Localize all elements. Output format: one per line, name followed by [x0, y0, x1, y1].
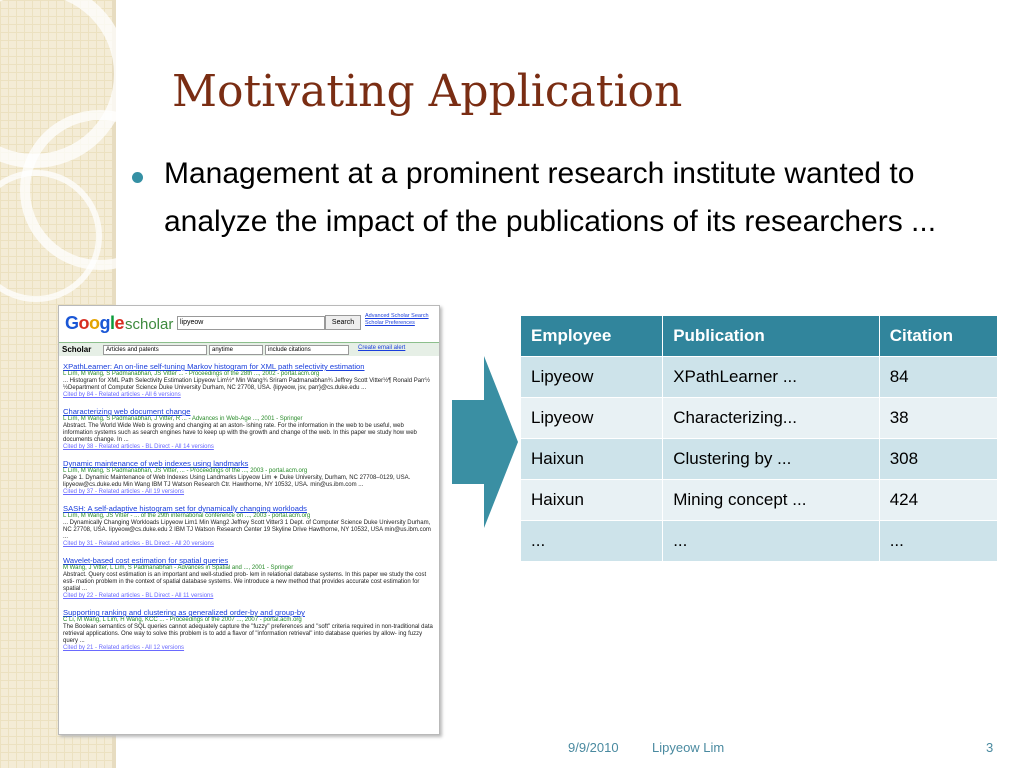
scholar-logo-text: scholar: [125, 316, 174, 333]
result-meta: L Lim, M Wang, S Padmanabhan, J Vitter, R ... - Advances in Web-Age ..., 2001 - Springer: [63, 416, 303, 422]
column-header-citation: Citation: [879, 316, 997, 357]
table-cell: Characterizing...: [663, 398, 880, 439]
google-scholar-screenshot: [58, 305, 440, 735]
column-header-publication: Publication: [663, 316, 880, 357]
google-logo: Google: [65, 313, 125, 333]
scholar-advanced-links: [365, 313, 429, 327]
search-result: [63, 407, 435, 451]
result-title-link[interactable]: Characterizing web document change: [63, 407, 191, 416]
table-cell: 424: [879, 480, 997, 521]
footer-author: Lipyeow Lim: [652, 740, 725, 755]
table-row: [521, 398, 998, 439]
table-cell: 84: [879, 357, 997, 398]
result-snippet: ... Dynamically Changing Workloads Lipyeow Lim1 Min Wang2 Jeffrey Scott Vitter3 1 Dept. of Computer Science Duke University Durham, NC 27708, USA. lipyeow@cs.duke.edu 2 IBM TJ Watson Research Center 19 Skyline Drive Hawthorne, NY 10532, USA min@us.ibm.com ...: [63, 520, 431, 540]
table-cell: ...: [879, 521, 997, 562]
preferences-link[interactable]: Scholar Preferences: [365, 320, 415, 326]
result-snippet: Abstract. Query cost estimation is an important and well-studied prob- lem in relational database systems. In this paper we study the cost esti- mation problem in the context of spatial database systems. We introduce a new method that provides accurate cost estimation for spatial ...: [63, 572, 427, 592]
table-cell: XPathLearner ...: [663, 357, 880, 398]
result-snippet: Page 1. Dynamic Maintenance of Web Indexes Using Landmarks Lipyeow Lim ∗ Duke University, Durham, NC 27708–0129, USA. lipyeow@cs.duke.edu Min Wang IBM TJ Watson Research Ctr. Hawthorne, NY 10532, USA. min@us.ibm.com ...: [63, 475, 411, 488]
search-result: [63, 459, 435, 496]
scholar-search-input[interactable]: lipyeow: [177, 316, 325, 330]
result-meta: L Lim, M Wang, S Padmanabhan, JS Vitter ... - Proceedings of the 28th ..., 2002 - portal.acm.org: [63, 371, 320, 377]
result-meta: L Lim, M Wang, S Padmanabhan, JS Vitter, ... - Proceedings of the ..., 2003 - portal.acm.org: [63, 468, 308, 474]
table-cell: Haixun: [521, 439, 663, 480]
table-cell: Haixun: [521, 480, 663, 521]
table-cell: ...: [521, 521, 663, 562]
footer-date: 9/9/2010: [568, 740, 619, 755]
result-meta: L Lim, M Wang, JS Vitter - ... of the 29th international conference on ..., 2003 - portal.acm.org: [63, 513, 311, 519]
table-cell: 308: [879, 439, 997, 480]
result-title-link[interactable]: SASH: A self-adaptive histogram set for dynamically changing workloads: [63, 504, 307, 513]
table-cell: 38: [879, 398, 997, 439]
table-cell: Mining concept ...: [663, 480, 880, 521]
table-cell: ...: [663, 521, 880, 562]
result-links[interactable]: Cited by 22 - Related articles - BL Direct - All 11 versions: [63, 593, 214, 599]
search-result: [63, 608, 435, 652]
search-result: [63, 362, 435, 399]
citations-select[interactable]: include citations: [265, 345, 349, 355]
scholar-results: [63, 362, 435, 660]
result-title-link[interactable]: Wavelet-based cost estimation for spatial queries: [63, 556, 229, 565]
result-snippet: The Boolean semantics of SQL queries cannot adequately capture the "fuzzy" preferences and "soft" criteria required in non-traditional data retrieval applications. One way to solve this problem is to add a flavor of "information retrieval" into database queries by allow- ing fuzzy query ...: [63, 624, 433, 644]
scholar-filter-bar: [59, 342, 439, 356]
scholar-search-button[interactable]: Search: [325, 315, 361, 330]
result-links[interactable]: Cited by 31 - Related articles - BL Direct - All 20 versions: [63, 541, 214, 547]
time-select[interactable]: anytime: [209, 345, 263, 355]
result-links[interactable]: Cited by 21 - Related articles - All 12 versions: [63, 645, 185, 651]
footer-page-number: 3: [986, 740, 994, 755]
column-header-employee: Employee: [521, 316, 663, 357]
advanced-search-link[interactable]: Advanced Scholar Search: [365, 313, 429, 319]
result-links[interactable]: Cited by 38 - Related articles - BL Direct - All 14 versions: [63, 444, 214, 450]
table-row: [521, 521, 998, 562]
result-links[interactable]: Cited by 37 - Related articles - All 19 versions: [63, 489, 185, 495]
result-title-link[interactable]: XPathLearner: An on-line self-tuning Markov histogram for XML path selectivity estimation: [63, 362, 365, 371]
create-alert-link[interactable]: Create email alert: [358, 345, 406, 351]
employee-publication-table: [520, 315, 998, 562]
result-meta: M Wang, J Vitter, L Lim, S Padmanabhan - Advances in Spatial and ..., 2001 - Springer: [63, 565, 294, 571]
scholar-bar-label: Scholar: [62, 345, 92, 354]
right-arrow-icon: [452, 356, 518, 528]
result-title-link[interactable]: Dynamic maintenance of web indexes using landmarks: [63, 459, 249, 468]
table-cell: Lipyeow: [521, 398, 663, 439]
table-row: [521, 439, 998, 480]
table-header-row: [521, 316, 998, 357]
scholar-header: [59, 306, 439, 342]
result-snippet: Abstract. The World Wide Web is growing and changing at an aston- ishing rate. For the information in the web to be useful, web information systems such as search engines have to keep up with the growth and change of the web. In this paper we study how web documents change. In ...: [63, 423, 417, 443]
result-links[interactable]: Cited by 84 - Related articles - All 6 versions: [63, 392, 181, 398]
bullet-text: Management at a prominent research institute wanted to analyze the impact of the publications of its researchers ...: [164, 157, 937, 238]
slide-title: Motivating Application: [172, 66, 683, 117]
search-result: [63, 556, 435, 600]
bullet-dot-icon: [132, 172, 143, 183]
result-title-link[interactable]: Supporting ranking and clustering as generalized order-by and group-by: [63, 608, 305, 617]
result-snippet: ... Histogram for XML Path Selectivity Estimation Lipyeow Lim½* Min Wang¾ Sriram Padmanabhan¾ Jeffrey Scott Vitter½¶ Ronald Parr½ ½Department of Computer Science Duke University Durham, NC 27708, USA. {lipyeow, jsv, parr}@cs.duke.edu ...: [63, 378, 431, 391]
result-meta: C Li, M Wang, L Lim, H Wang, KCC ... - Proceedings of the 2007 ..., 2007 - portal.acm.org: [63, 617, 302, 623]
table-cell: Clustering by ...: [663, 439, 880, 480]
articles-select[interactable]: Articles and patents: [103, 345, 207, 355]
table-cell: Lipyeow: [521, 357, 663, 398]
table-row: [521, 357, 998, 398]
table-row: [521, 480, 998, 521]
search-result: [63, 504, 435, 548]
